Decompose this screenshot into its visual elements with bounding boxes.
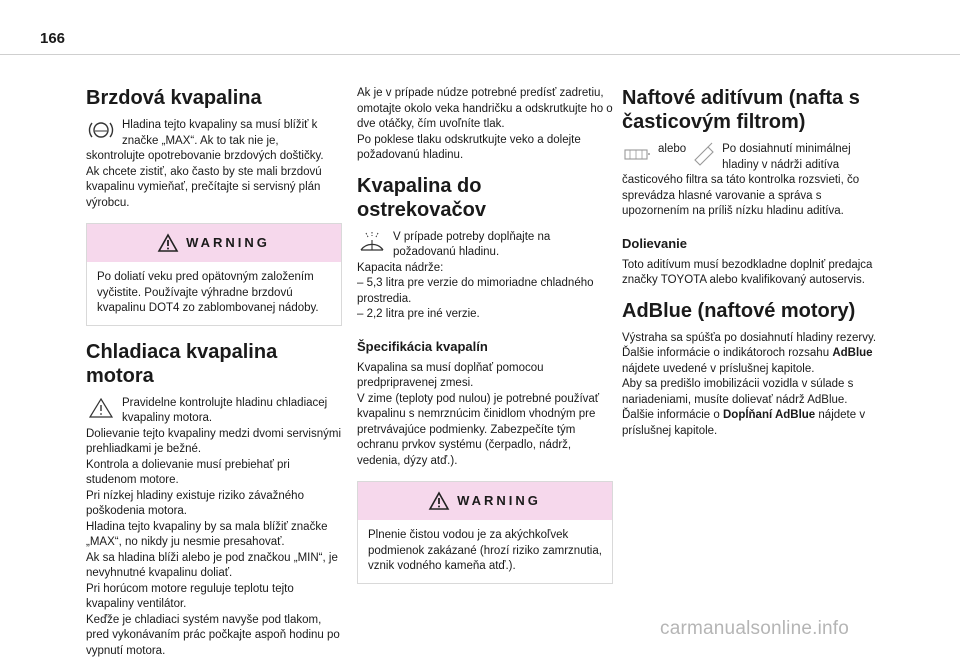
adblue-refill-link-text: Dopĺňaní AdBlue [723, 409, 815, 421]
warning-title-2: WARNING [457, 493, 541, 509]
washer-paragraph-2: – 5,3 litra pre verzie do mimoriadne chladného prostredia. [357, 276, 613, 307]
coolant-cont-paragraph-2: Po poklese tlaku odskrutkujte veko a dolejte požadovanú hladinu. [357, 133, 613, 164]
adblue-bold-term: AdBlue [832, 347, 872, 359]
adblue-paragraph-3: Aby sa predišlo imobilizácii vozidla v súlade s nariadeniami, musíte dolievať nádrž AdBlue. [622, 377, 878, 408]
coolant-paragraph-7: Keďže je chladiaci systém navyše pod tlakom, pred vykonávaním prác počkajte aspoň hodinu po vypnutí motora. [86, 613, 342, 659]
fuel-additive-icon [692, 142, 716, 166]
topup-heading: Dolievanie [622, 236, 878, 252]
washer-icon-text: V prípade potreby doplňajte na požadovanú hladinu. [393, 230, 613, 261]
coolant-icon-row [86, 396, 342, 427]
brake-fluid-heading: Brzdová kvapalina [86, 86, 342, 110]
brake-paragraph-1: skontrolujte opotrebovanie brzdových doštičky. [86, 149, 342, 165]
coolant-cont-paragraph-1: Ak je v prípade núdze potrebné predísť zadretiu, omotajte okolo veka handričku a odskrutkujte ho o dve otáčky, čím uvoľníte tlak. [357, 86, 613, 133]
column-1 [86, 86, 342, 659]
coolant-paragraph-1: Dolievanie tejto kvapaliny medzi dvomi servisnými prehliadkami je bežné. [86, 427, 342, 458]
spec-paragraph-1: Kvapalina sa musí doplňať pomocou predpripravenej zmesi. [357, 361, 613, 392]
diesel-additive-heading: Naftové aditívum (nafta s časticovým filtrom) [622, 86, 878, 134]
warning-text-1: Po doliatí veku pred opätovným založením vyčistite. Používajte výhradne brzdovú kvapalinu DOT4 zo zablombovanej nádoby. [87, 262, 341, 325]
warning-header-2 [358, 482, 612, 520]
spec-paragraph-2: V zime (teploty pod nulou) je potrebné používať kvapalinu s nemrznúcim činidlom vhodným pre pretrvávajúce podmienky. Zabezpečíte tým ochranu prvkov systému (čerpadlo, nádrž, vedenia, dýzy atď.). [357, 392, 613, 470]
coolant-paragraph-5: Ak sa hladina blíži alebo je pod značkou „MIN“, je nevyhnutné kvapalinu doliať. [86, 551, 342, 582]
adblue-paragraph-4: Ďalšie informácie o Dopĺňaní AdBlue nájdete v príslušnej kapitole. [622, 408, 878, 439]
fluid-spec-heading: Špecifikácia kvapalín [357, 339, 613, 355]
brake-icon-row [86, 118, 342, 149]
diesel-or-label: alebo [658, 142, 686, 158]
adblue-paragraph-1: Výstraha sa spúšťa po dosiahnutí hladiny rezervy. [622, 331, 878, 347]
washer-fluid-heading: Kvapalina do ostrekovačov [357, 174, 613, 222]
coolant-paragraph-6: Pri horúcom motore reguluje teplotu tejto kvapaliny ventilátor. [86, 582, 342, 613]
washer-paragraph-1: Kapacita nádrže: [357, 261, 613, 277]
site-watermark: carmanualsonline.info [660, 618, 849, 640]
warning-header-1 [87, 224, 341, 262]
adblue-paragraph-2: Ďalšie informácie o indikátoroch rozsahu AdBlue nájdete uvedené v príslušnej kapitole. [622, 346, 878, 377]
coolant-icon-text: Pravidelne kontrolujte hladinu chladiacej kvapaliny motora. [122, 396, 342, 427]
diesel-icon-row [622, 142, 878, 173]
warning-title-1: WARNING [186, 235, 270, 251]
warning-box-2 [357, 481, 613, 584]
brake-paragraph-2: Ak chcete zistiť, ako často by ste mali brzdovú kvapalinu vymieňať, prečítajte si servisný plán výrobcu. [86, 165, 342, 212]
coolant-paragraph-3: Pri nízkej hladiny existuje riziko závažného poškodenia motora. [86, 489, 342, 520]
coolant-paragraph-4: Hladina tejto kvapaliny by sa mala blížiť značke „MAX“, no nikdy ju nesmie presahovať. [86, 520, 342, 551]
diesel-paragraph-1: časticového filtra sa táto kontrolka rozsvieti, čo sprevádza hlasné varovanie a správa s upozornením na príliš nízku hladinu aditíva. [622, 173, 878, 220]
diesel-filter-icon [622, 142, 652, 166]
warning-box-1 [86, 223, 342, 326]
brake-warning-icon [86, 118, 116, 142]
diesel-icon-text: Po dosiahnutí minimálnej hladiny v nádrži aditíva [722, 142, 878, 173]
warning-triangle-icon [429, 492, 449, 510]
coolant-paragraph-2: Kontrola a dolievanie musí prebiehať pri studenom motore. [86, 458, 342, 489]
adblue-heading: AdBlue (naftové motory) [622, 299, 878, 323]
page-number: 166 [40, 30, 65, 47]
warning-text-2: Plnenie čistou vodou je za akýchkoľvek podmienok zakázané (hrozí riziko zamrznutia, vznik vodného kameňa atď.). [358, 520, 612, 583]
washer-icon-row [357, 230, 613, 261]
coolant-heading: Chladiaca kvapalina motora [86, 340, 342, 388]
topup-paragraph-1: Toto aditívum musí bezodkladne doplniť predajca značky TOYOTA alebo kvalifikovaný autoservis. [622, 258, 878, 289]
warning-triangle-icon [86, 396, 116, 420]
column-2 [357, 86, 613, 598]
brake-icon-text: Hladina tejto kvapaliny sa musí blížiť k značke „MAX“. Ak to tak nie je, [122, 118, 342, 149]
column-3 [622, 86, 878, 439]
washer-paragraph-3: – 2,2 litra pre iné verzie. [357, 307, 613, 323]
warning-triangle-icon [158, 234, 178, 252]
washer-fluid-icon [357, 230, 387, 254]
header-divider [0, 54, 960, 55]
